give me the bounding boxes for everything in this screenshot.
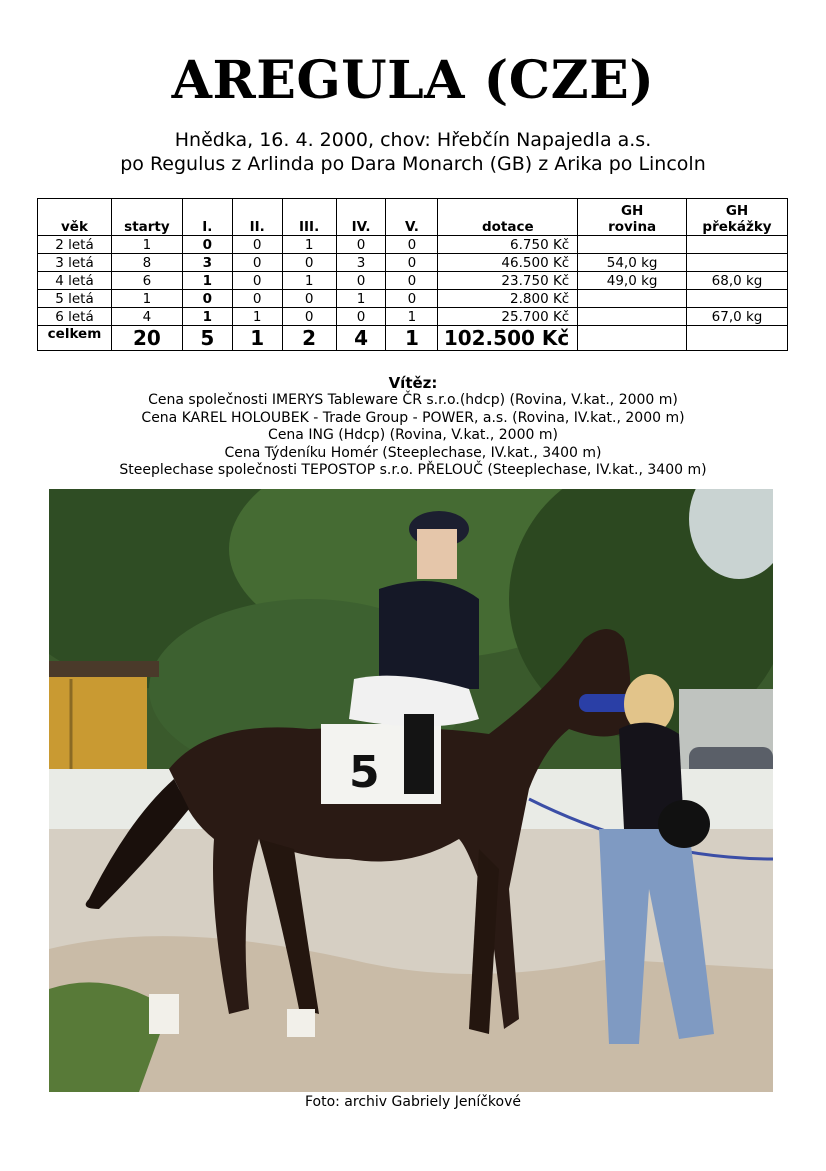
cell-place-2: 0 xyxy=(232,272,282,290)
total-place-2: 1 xyxy=(232,326,282,351)
winners-heading: Vítěz: xyxy=(388,374,438,392)
table-row xyxy=(38,254,788,272)
cell-place-3: 1 xyxy=(282,272,336,290)
pedigree-line: po Regulus z Arlinda po Dara Monarch (GB) z Arika po Lincoln xyxy=(120,153,706,175)
cell-starts: 4 xyxy=(111,308,182,326)
cell-place-3: 1 xyxy=(282,236,336,254)
winner-item: Cena Týdeníku Homér (Steeplechase, IV.kat., 3400 m) xyxy=(224,444,602,461)
cell-place-3: 0 xyxy=(282,254,336,272)
cell-prize: 23.750 Kč xyxy=(438,272,578,290)
table-row xyxy=(38,290,788,308)
cell-age: 6 letá xyxy=(38,308,112,326)
cell-place-4: 0 xyxy=(336,236,386,254)
horse-photo-illustration xyxy=(49,489,773,1092)
header-gh-flat-bottom: rovina xyxy=(608,219,657,235)
cell-gh-jump: 68,0 kg xyxy=(687,272,788,290)
table-row xyxy=(38,308,788,326)
total-gh-flat xyxy=(578,326,687,351)
cell-place-5: 0 xyxy=(386,290,438,308)
total-starts: 20 xyxy=(111,326,182,351)
header-gh-jump-top: GH xyxy=(725,203,749,219)
horse-details-line: Hnědka, 16. 4. 2000, chov: Hřebčín Napajedla a.s. xyxy=(174,129,652,151)
cell-place-1: 0 xyxy=(182,236,232,254)
cell-place-1: 1 xyxy=(182,308,232,326)
cell-age: 5 letá xyxy=(38,290,112,308)
cell-place-2: 0 xyxy=(232,290,282,308)
cell-starts: 6 xyxy=(111,272,182,290)
cell-place-3: 0 xyxy=(282,308,336,326)
cell-gh-jump xyxy=(687,254,788,272)
table-row xyxy=(38,236,788,254)
header-starts: starty xyxy=(111,199,182,236)
table-row xyxy=(38,272,788,290)
total-place-3: 2 xyxy=(282,326,336,351)
table-header-row xyxy=(38,199,788,236)
cell-place-5: 0 xyxy=(386,272,438,290)
total-prize: 102.500 Kč xyxy=(438,326,578,351)
cell-starts: 8 xyxy=(111,254,182,272)
total-place-4: 4 xyxy=(336,326,386,351)
cell-gh-jump xyxy=(687,236,788,254)
header-gh-flat-top: GH xyxy=(620,203,644,219)
cell-age: 3 letá xyxy=(38,254,112,272)
winner-item: Cena společnosti IMERYS Tableware ČR s.r.o.(hdcp) (Rovina, V.kat., 2000 m) xyxy=(148,392,678,408)
cell-prize: 46.500 Kč xyxy=(438,254,578,272)
table-total-row xyxy=(38,326,788,351)
winner-item: Cena KAREL HOLOUBEK - Trade Group - POWER, a.s. (Rovina, IV.kat., 2000 m) xyxy=(141,409,685,426)
winner-item: Cena ING (Hdcp) (Rovina, V.kat., 2000 m) xyxy=(268,427,558,444)
cell-age: 2 letá xyxy=(38,236,112,254)
cell-place-4: 1 xyxy=(336,290,386,308)
cell-place-2: 1 xyxy=(232,308,282,326)
cell-gh-jump: 67,0 kg xyxy=(687,308,788,326)
header-gh-flat xyxy=(578,199,687,236)
cell-gh-flat: 49,0 kg xyxy=(578,272,687,290)
horse-name-title: AREGULA (CZE) xyxy=(171,50,655,111)
cell-gh-flat xyxy=(578,236,687,254)
cell-gh-flat: 54,0 kg xyxy=(578,254,687,272)
header-place-3: III. xyxy=(282,199,336,236)
cell-place-1: 1 xyxy=(182,272,232,290)
saddle-number: 5 xyxy=(349,747,380,798)
cell-place-3: 0 xyxy=(282,290,336,308)
cell-place-5: 1 xyxy=(386,308,438,326)
photo-caption: Foto: archiv Gabriely Jeníčkové xyxy=(304,1094,522,1110)
cell-starts: 1 xyxy=(111,236,182,254)
header-gh-jump-bottom: překážky xyxy=(702,219,772,235)
cell-gh-flat xyxy=(578,308,687,326)
race-statistics-table xyxy=(37,198,788,351)
total-place-5: 1 xyxy=(386,326,438,351)
cell-prize: 2.800 Kč xyxy=(438,290,578,308)
cell-place-4: 3 xyxy=(336,254,386,272)
cell-place-1: 0 xyxy=(182,290,232,308)
cell-prize: 6.750 Kč xyxy=(438,236,578,254)
total-label: celkem xyxy=(38,326,112,351)
cell-starts: 1 xyxy=(111,290,182,308)
winners-list xyxy=(0,392,826,480)
cell-prize: 25.700 Kč xyxy=(438,308,578,326)
header-prize: dotace xyxy=(438,199,578,236)
header-place-5: V. xyxy=(386,199,438,236)
cell-place-4: 0 xyxy=(336,272,386,290)
header-gh-jump xyxy=(687,199,788,236)
header-place-1: I. xyxy=(182,199,232,236)
total-gh-jump xyxy=(687,326,788,351)
cell-age: 4 letá xyxy=(38,272,112,290)
header-age: věk xyxy=(38,199,112,236)
cell-place-2: 0 xyxy=(232,236,282,254)
cell-place-5: 0 xyxy=(386,236,438,254)
header-place-4: IV. xyxy=(336,199,386,236)
cell-place-5: 0 xyxy=(386,254,438,272)
header-place-2: II. xyxy=(232,199,282,236)
cell-gh-jump xyxy=(687,290,788,308)
total-place-1: 5 xyxy=(182,326,232,351)
cell-place-2: 0 xyxy=(232,254,282,272)
winner-item: Steeplechase společnosti TEPOSTOP s.r.o. PŘELOUČ (Steeplechase, IV.kat., 3400 m) xyxy=(119,462,707,479)
horse-photo xyxy=(49,489,773,1092)
cell-place-4: 0 xyxy=(336,308,386,326)
cell-place-1: 3 xyxy=(182,254,232,272)
cell-gh-flat xyxy=(578,290,687,308)
